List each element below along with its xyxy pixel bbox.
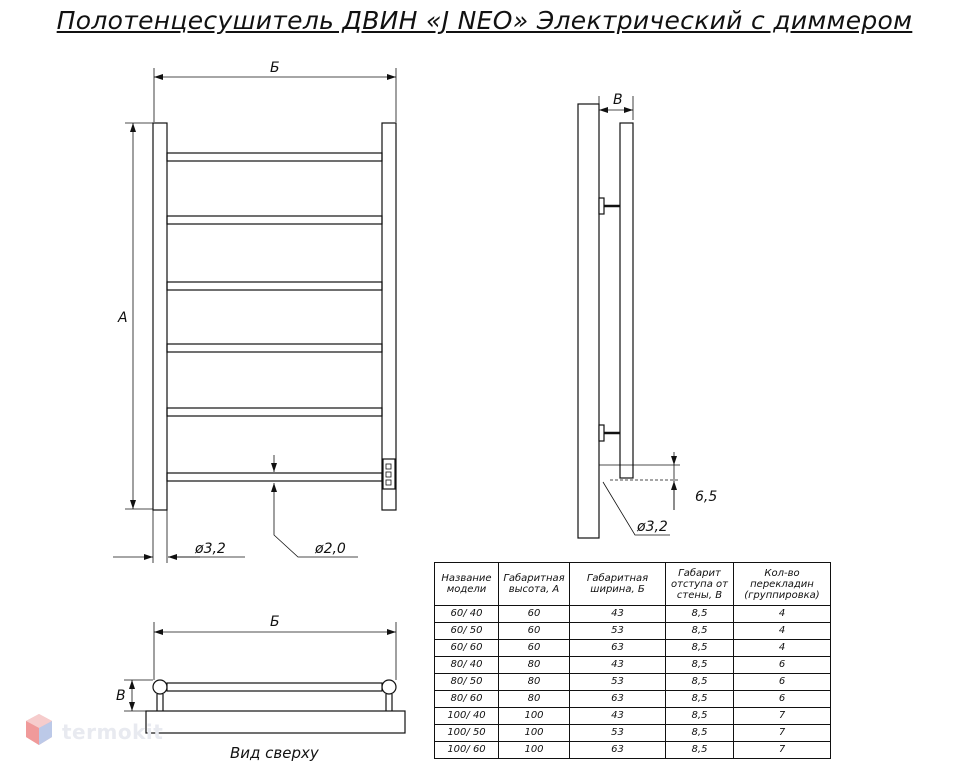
header-width: Габаритная ширина, Б [570,563,666,606]
table-cell: 4 [734,640,831,657]
table-cell: 43 [570,708,666,725]
table-cell: 53 [570,725,666,742]
side-post [620,123,633,478]
table-row [435,725,831,742]
left-post [153,123,167,510]
table-cell: 4 [734,606,831,623]
page-title: Полотенцесушитель ДВИН «J NEO» Электрический с диммером [56,6,913,35]
top-width-label: Б [270,614,280,630]
wall-bracket-upper [599,198,604,214]
table-cell: 80 [499,657,570,674]
table-cell: 6 [734,657,831,674]
table-cell: 100/ 60 [435,742,499,759]
depth-label: В [613,92,623,108]
table-cell: 53 [570,674,666,691]
spec-table [434,562,831,759]
top-view-caption: Вид сверху [230,744,319,762]
table-cell: 60/ 60 [435,640,499,657]
dia-2-0-label: ø2,0 [315,541,346,557]
table-cell: 63 [570,640,666,657]
table-row [435,623,831,640]
table-row [435,657,831,674]
table-cell: 8,5 [666,640,734,657]
table-cell: 63 [570,691,666,708]
logo-text: termokit [62,720,164,744]
table-header-row [435,563,831,606]
table-cell: 43 [570,606,666,623]
table-cell: 7 [734,725,831,742]
brand-logo [24,712,184,752]
table-cell: 53 [570,623,666,640]
right-post [382,123,396,510]
table-row [435,691,831,708]
table-cell: 100 [499,708,570,725]
table-cell: 7 [734,708,831,725]
table-cell: 63 [570,742,666,759]
height-label: А [118,310,128,326]
table-row [435,640,831,657]
table-cell: 7 [734,742,831,759]
table-cell: 8,5 [666,674,734,691]
table-cell: 80/ 50 [435,674,499,691]
table-cell: 60 [499,640,570,657]
table-cell: 100 [499,725,570,742]
width-label: Б [270,60,280,76]
table-cell: 100 [499,742,570,759]
top-post-left [153,680,167,694]
crossbars [167,153,382,481]
table-cell: 8,5 [666,742,734,759]
top-wall [146,711,405,733]
table-cell: 80 [499,674,570,691]
side-dia-label: ø3,2 [637,519,668,535]
table-cell: 60 [499,606,570,623]
cube-icon [24,712,54,748]
table-row [435,742,831,759]
table-row [435,708,831,725]
wall-bracket-lower [599,425,604,441]
table-row [435,606,831,623]
table-cell: 8,5 [666,691,734,708]
table-cell: 8,5 [666,606,734,623]
header-model: Название модели [435,563,499,606]
table-cell: 80 [499,691,570,708]
table-cell: 6 [734,674,831,691]
dia-3-2-label: ø3,2 [195,541,226,557]
gap-label: 6,5 [695,489,718,505]
dimmer-unit [383,459,395,489]
top-post-right [382,680,396,694]
table-row [435,674,831,691]
table-cell: 8,5 [666,623,734,640]
front-view [113,68,396,563]
table-cell: 8,5 [666,657,734,674]
table-cell: 100/ 50 [435,725,499,742]
table-cell: 60/ 50 [435,623,499,640]
table-cell: 80/ 40 [435,657,499,674]
table-cell: 100/ 40 [435,708,499,725]
table-cell: 8,5 [666,725,734,742]
table-cell: 8,5 [666,708,734,725]
wall-section [578,104,599,538]
table-cell: 60/ 40 [435,606,499,623]
table-cell: 6 [734,691,831,708]
table-cell: 43 [570,657,666,674]
header-bars: Кол-во перекладин (группировка) [734,563,831,606]
side-view [578,96,680,538]
header-height: Габаритная высота, А [499,563,570,606]
table-cell: 4 [734,623,831,640]
header-offset: Габарит отступа от стены, В [666,563,734,606]
top-depth-label: В [116,688,126,704]
table-cell: 60 [499,623,570,640]
table-cell: 80/ 60 [435,691,499,708]
